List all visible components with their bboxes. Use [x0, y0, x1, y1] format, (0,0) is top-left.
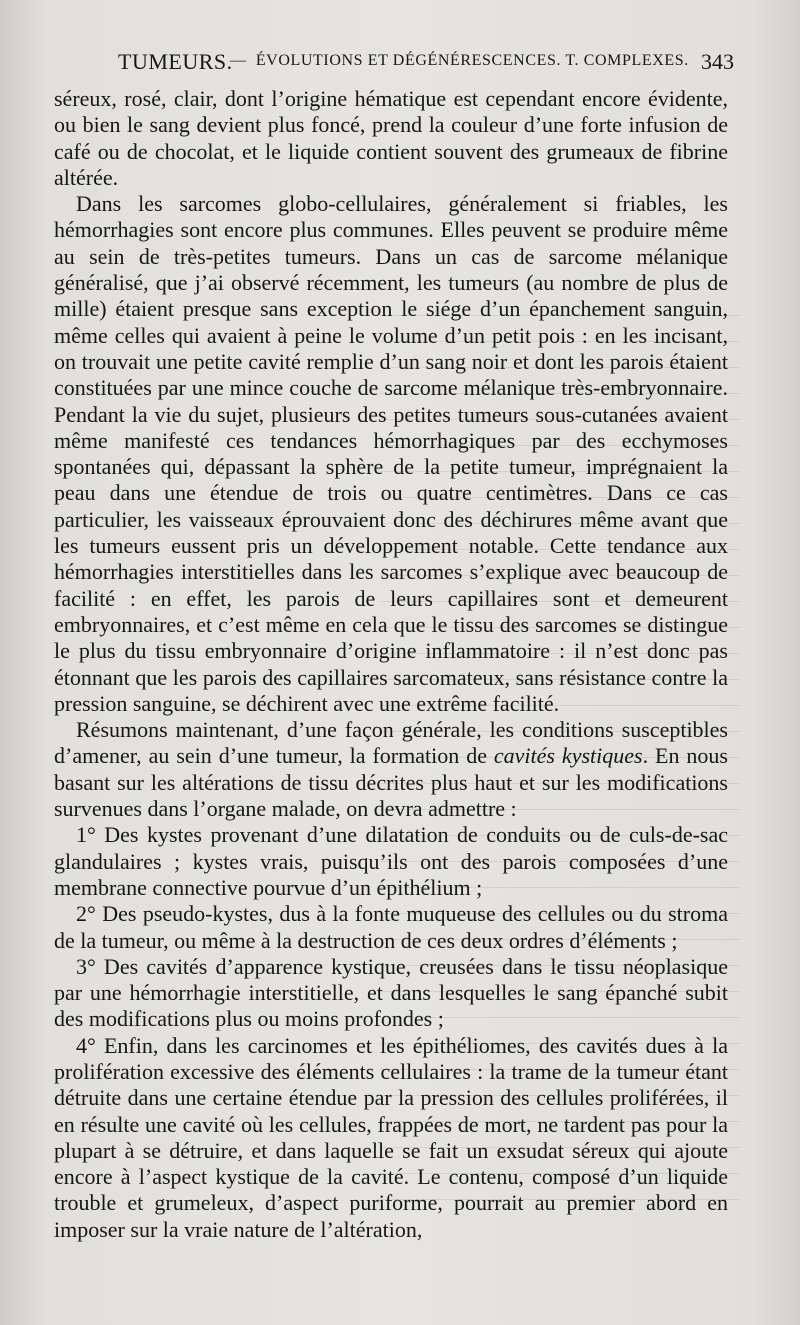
paragraph-resume-start: Résumons maintenant, d’une façon générale, les conditions susceptibles d’amener, au sein d’une tumeur, la formation de: [54, 717, 728, 769]
header-subtitle-text: ÉVOLUTIONS ET DÉGÉNÉRESCENCES. T. COMPLEXES.: [255, 52, 689, 69]
list-item-3: 3° Des cavités d’apparence kystique, creusées dans le tissu néoplasique par une hémorrhagie interstitielle, et dans lesquelles le sang épanché subit des modifications plus ou moins profondes ;: [54, 953, 728, 1032]
list-item-2: 2° Des pseudo-kystes, dus à la fonte muqueuse des cellules ou du stroma de la tumeur, ou même à la destruction de ces deux ordres d’éléments ;: [54, 901, 728, 953]
paragraph-resume-end: . En nous basant sur les altérations de tissu décrites plus haut et sur les modifications survenues dans l’organe malade, on devra admettre :: [54, 743, 728, 822]
emphasis-cavites-kystiques: cavités kystiques: [493, 743, 643, 769]
page-number: 343: [701, 49, 734, 74]
running-header: [54, 49, 736, 79]
paragraph-sarcomes: Dans les sarcomes globo-cellulaires, généralement si friables, les hémorrhagies sont encore plus communes. Elles peuvent se produire même au sein de très-petites tumeurs. Dans un cas de sarcome mélanique généralisé, que j’ai observé récemment, les tumeurs (au nombre de plus de mille) étaient presque sans exception le siége d’un épanchement sanguin, même celles qui avaient à peine le volume d’un petit pois : en les incisant, on trouvait une petite cavité remplie d’un sang noir et dont les parois étaient constituées par une mince couche de sarcome mélanique très-embryonnaire. Pendant la vie du sujet, plusieurs des petites tumeurs sous-cutanées avaient même manifesté ces tendances hémorrhagiques par des ecchymoses spontanées qui, dépassant la sphère de la petite tumeur, imprégnaient la peau dans une étendue de trois ou quatre centimètres. Dans ce cas particulier, les vaisseaux éprouvaient donc des déchirures même avant que les tumeurs eussent pris un développement notable. Cette tendance aux hémorrhagies interstitielles dans les sarcomes s’explique avec beaucoup de facilité : en effet, les parois de leurs capillaires sont et demeurent embryonnaires, et c’est même en cela que le tissu des sarcomes se distingue le plus du tissu embryonnaire d’origine inflammatoire : il n’est donc pas étonnant que les parois des capillaires sarcomateux, sans résistance contre la pression sanguine, se déchirent avec une extrême facilité.: [54, 191, 728, 716]
paragraph-continuation: séreux, rosé, clair, dont l’origine hématique est cependant encore évidente, ou bien le sang devient plus foncé, prend la couleur d’une forte infusion de café ou de chocolat, et le liquide contient souvent des grumeaux de fibrine altérée.: [54, 86, 728, 190]
list-item-4: 4° Enfin, dans les carcinomes et les épithéliomes, des cavités dues à la prolifération excessive des éléments cellulaires : la trame de la tumeur étant détruite dans une certaine étendue par la pression des cellules proliférées, il en résulte une cavité où les cellules, frappées de mort, ne tardent pas pour la plupart à se détruire, et dans laquelle se fait un exsudat séreux qui ajoute encore à l’aspect kystique de la cavité. Le contenu, composé d’un liquide trouble et grumeleux, d’aspect puriforme, pourrait au premier abord en imposer sur la vraie nature de l’altération,: [54, 1032, 728, 1242]
body-text: [54, 86, 728, 1243]
header-subtitle: [230, 52, 689, 70]
paragraph-resume: [54, 717, 728, 822]
header-title: TUMEURS.: [118, 49, 233, 74]
header-dash: —: [230, 52, 247, 69]
list-item-1: 1° Des kystes provenant d’une dilatation de conduits ou de culs-de-sac glandulaires ; kystes vrais, puisqu’ils ont des parois composées d’une membrane connective pourvue d’un épithélium ;: [54, 822, 728, 900]
